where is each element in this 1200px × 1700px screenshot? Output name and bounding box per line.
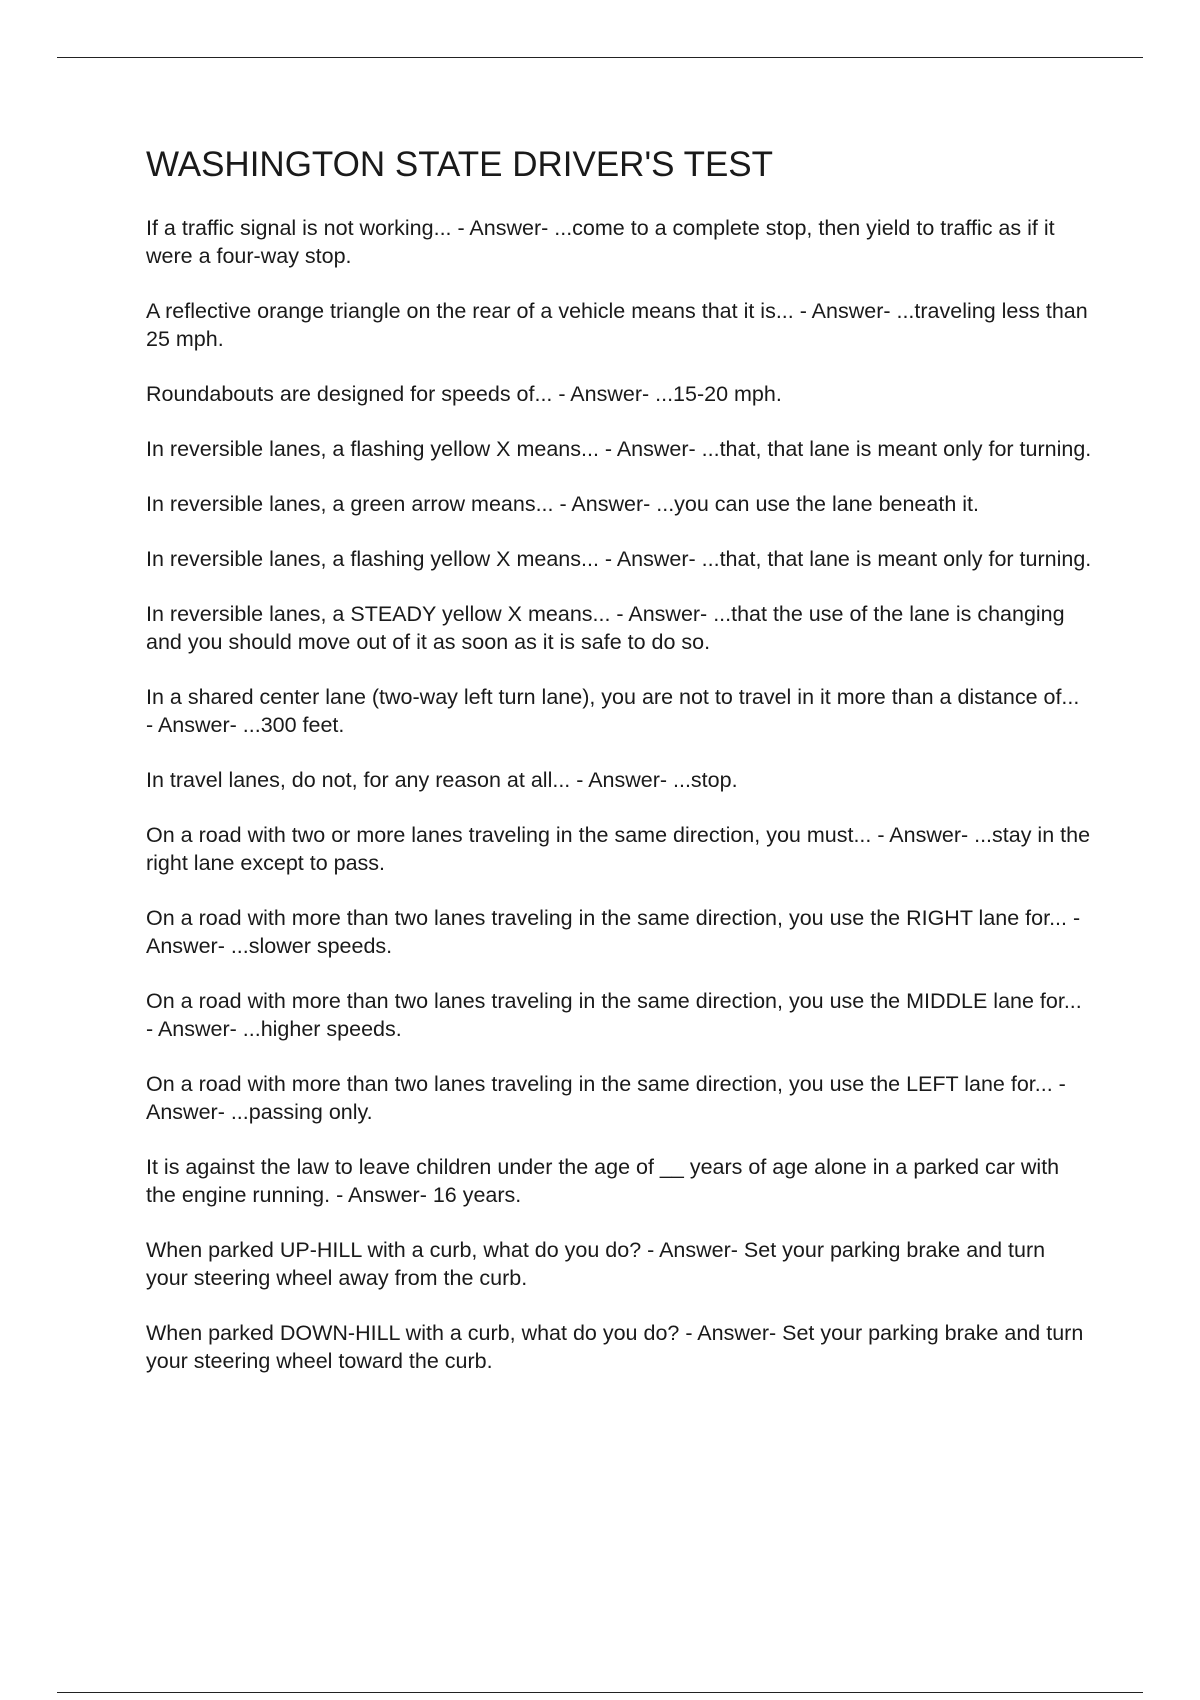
qa-item: If a traffic signal is not working... - Answer- ...come to a complete stop, then yield to traffic as if it were a four-way stop.: [146, 216, 1055, 268]
qa-item: On a road with two or more lanes traveling in the same direction, you must... - Answer- ...stay in the right lane except to pass.: [146, 823, 1091, 875]
qa-item: When parked DOWN-HILL with a curb, what do you do? - Answer- Set your parking brake and turn your steering wheel toward the curb.: [146, 1321, 1084, 1373]
qa-item: On a road with more than two lanes traveling in the same direction, you use the RIGHT lane for... - Answer- ...slower speeds.: [146, 906, 1081, 958]
qa-item: In reversible lanes, a green arrow means... - Answer- ...you can use the lane beneath it.: [146, 492, 979, 516]
document-body: [146, 142, 1092, 1402]
qa-item: When parked UP-HILL with a curb, what do you do? - Answer- Set your parking brake and turn your steering wheel away from the curb.: [146, 1238, 1046, 1290]
qa-item: In travel lanes, do not, for any reason at all... - Answer- ...stop.: [146, 768, 738, 792]
header-rule: [57, 57, 1143, 58]
qa-item: In reversible lanes, a flashing yellow X means... - Answer- ...that, that lane is meant only for turning.: [146, 437, 1092, 461]
qa-item: A reflective orange triangle on the rear of a vehicle means that it is... - Answer- ...traveling less than 25 mph.: [146, 299, 1088, 351]
qa-item: In reversible lanes, a STEADY yellow X means... - Answer- ...that the use of the lane is changing and you should move out of it as soon as it is safe to do so.: [146, 602, 1065, 654]
qa-item: In a shared center lane (two-way left turn lane), you are not to travel in it more than a distance of... - Answer- ...300 feet.: [146, 685, 1080, 737]
qa-item: In reversible lanes, a flashing yellow X means... - Answer- ...that, that lane is meant only for turning.: [146, 547, 1092, 571]
qa-item: On a road with more than two lanes traveling in the same direction, you use the LEFT lane for... - Answer- ...passing only.: [146, 1072, 1066, 1124]
document-title: WASHINGTON STATE DRIVER'S TEST: [146, 145, 774, 184]
footer-rule: [57, 1692, 1143, 1693]
qa-item: Roundabouts are designed for speeds of... - Answer- ...15-20 mph.: [146, 382, 782, 406]
qa-item: On a road with more than two lanes traveling in the same direction, you use the MIDDLE lane for... - Answer- ...higher speeds.: [146, 989, 1082, 1041]
qa-item: It is against the law to leave children under the age of __ years of age alone in a parked car with the engine running. - Answer- 16 years.: [146, 1155, 1060, 1207]
qa-list: [146, 214, 1092, 1375]
